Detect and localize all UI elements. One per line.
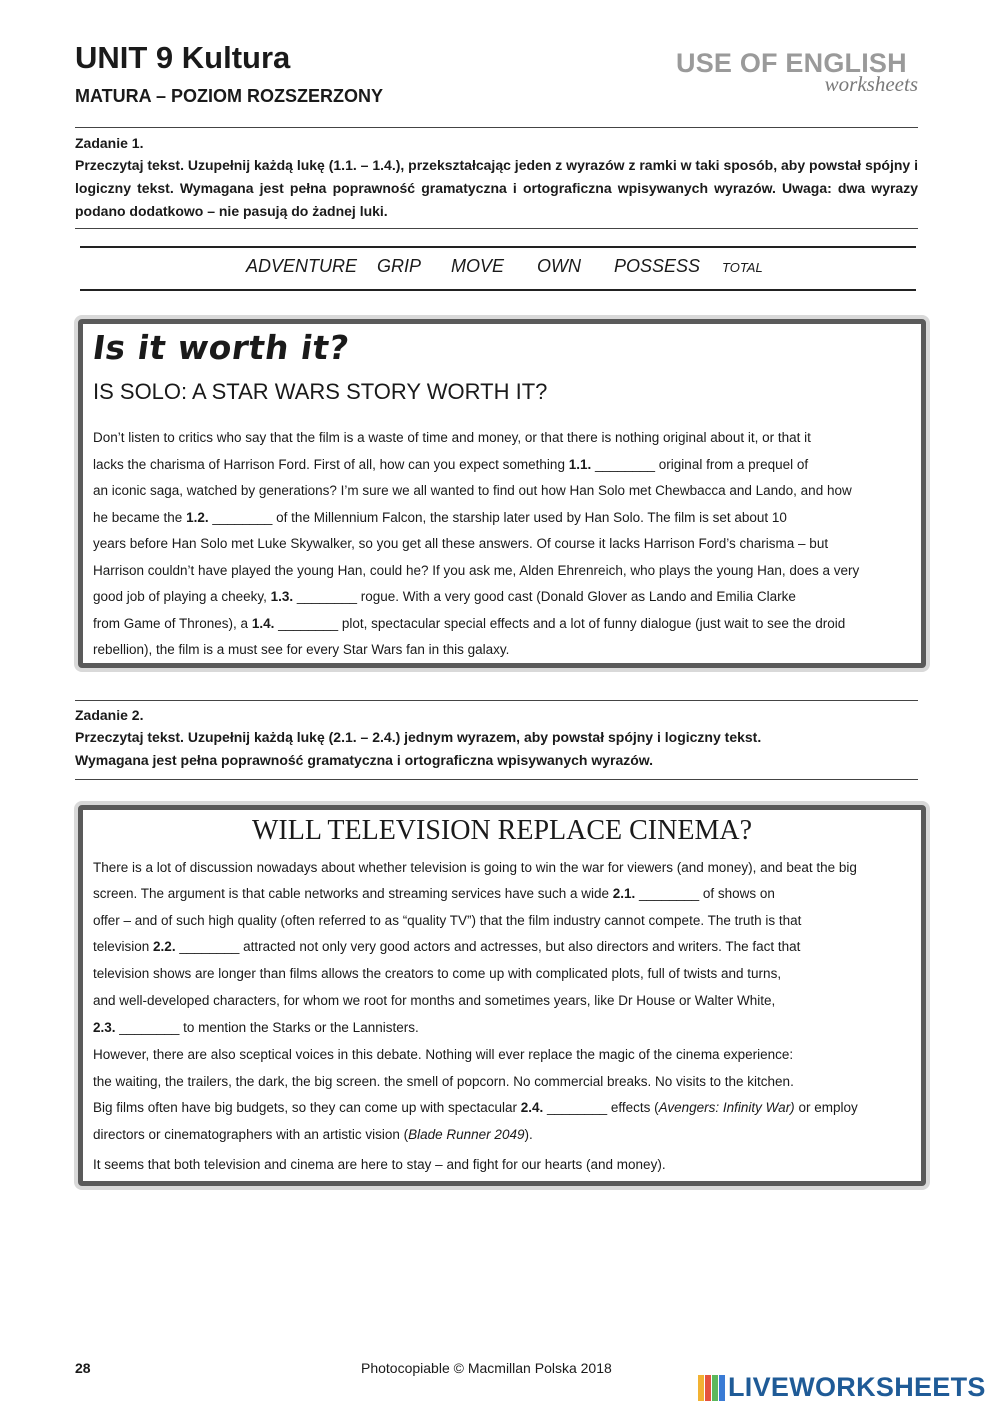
passage-line [93, 589, 796, 604]
passage-text: lacks the charisma of Harrison Ford. First of all, how can you expect something [93, 456, 569, 472]
passage-text: ________ plot, spectacular special effects and a lot of funny dialogue (just wait to see the droid [274, 615, 846, 631]
passage-line [93, 536, 828, 551]
text-box-2 [78, 805, 926, 1186]
gap-number: 1.2. [186, 509, 209, 525]
passage-line [93, 1047, 793, 1062]
passage-line [93, 966, 781, 981]
passage-line [93, 430, 811, 445]
passage-line [93, 1157, 666, 1172]
passage-text: years before Han Solo met Luke Skywalker, so you get all these answers. Of course it lacks Harrison Ford’s charisma – but [93, 536, 829, 551]
wordbank-top-rule [80, 246, 916, 248]
passage-text: television [93, 939, 154, 954]
passage-line [93, 1127, 533, 1142]
wordbank-word: TOTAL [722, 260, 763, 275]
brand-logo [676, 48, 918, 98]
passage-text: from Game of Thrones), a [93, 615, 252, 631]
divider [75, 127, 918, 128]
passage-text: ________ to mention the Starks or the Lannisters. [115, 1020, 419, 1035]
wordbank-word: MOVE [451, 256, 505, 276]
gap-number: 2.3. [93, 1020, 116, 1035]
wordbank-word: OWN [537, 256, 581, 276]
box2-title: WILL TELEVISION REPLACE CINEMA? [251, 815, 753, 846]
passage-line [93, 1020, 419, 1035]
passage-text: It seems that both television and cinema are here to stay – and fight for our hearts (and money). [93, 1157, 666, 1172]
liveworksheets-logo[interactable] [698, 1372, 996, 1404]
copyright-text: Photocopiable © Macmillan Polska 2018 [361, 1360, 612, 1376]
task1-instructions: Przeczytaj tekst. Uzupełnij każdą lukę (1.1. – 1.4.), przekształcając jeden z wyrazów z ramki w taki sposób, aby powstał spójny i logiczny tekst. Wymagana jest pełna poprawność gramatyczna i ortograficzna wpisywanych wyrazów. Uwaga: dwa wyrazy podano dodatkowo – nie pasują do żadnej luki. [75, 157, 918, 219]
passage-text: ________ rogue. With a very good cast (Donald Glover as Lando and Emilia Clarke [293, 589, 796, 604]
gap-number: 1.3. [270, 589, 294, 604]
brand-sub-text: worksheets [824, 72, 918, 96]
wordbank [80, 256, 916, 278]
passage-text: However, there are also sceptical voices in this debate. Nothing will ever replace the magic of the cinema experience: [93, 1047, 794, 1062]
passage-text: rebellion), the film is a must see for every Star Wars fan in this galaxy. [93, 642, 510, 657]
passage-text: Harrison couldn’t have played the young Han, could he? If you ask me, Alden Ehrenreich, who plays the young Han, does a very [93, 562, 860, 578]
divider [75, 228, 918, 229]
passage-line [93, 886, 775, 901]
passage-text: television shows are longer than films allows the creators to come up with complicated plots, full of twists and turns, [93, 966, 782, 981]
passage-text: and well-developed characters, for whom we root for months and sometimes years, like Dr House or Walter White, [93, 993, 776, 1008]
passage-line [93, 993, 775, 1008]
wordbank-word: POSSESS [614, 256, 701, 276]
passage-line [93, 616, 845, 631]
wordbank-word: GRIP [377, 256, 422, 276]
passage-line [93, 510, 787, 525]
passage-text: the waiting, the trailers, the dark, the big screen. the smell of popcorn. No commercial breaks. No visits to the kitchen. [93, 1074, 794, 1089]
passage-text: Avengers: Infinity War) [658, 1100, 795, 1115]
passage-line [93, 563, 859, 578]
gap-number: 1.4. [251, 615, 275, 631]
passage-text: ________ original from a prequel of [591, 456, 809, 472]
liveworksheets-icon [698, 1375, 724, 1401]
text-box-1 [78, 319, 926, 668]
passage-line [93, 483, 852, 498]
level-subtitle: MATURA – POZIOM ROZSZERZONY [75, 86, 383, 106]
passage-text: offer – and of such high quality (often referred to as “quality TV”) that the film industry cannot compete. The truth is that [93, 913, 802, 928]
passage-text: good job of playing a cheeky, [93, 589, 271, 604]
passage-text: Don’t listen to critics who say that the film is a waste of time and money, or that there is nothing original about it, or that it [93, 430, 811, 445]
passage-line [93, 913, 801, 928]
passage-text: ________ of the Millennium Falcon, the starship later used by Han Solo. The film is set about 10 [208, 509, 787, 525]
task2-instructions-line1: Przeczytaj tekst. Uzupełnij każdą lukę (2.1. – 2.4.) jednym wyrazem, aby powstał spójny i logiczny tekst. [75, 729, 762, 745]
passage-text: screen. The argument is that cable networks and streaming services have such a wide [93, 886, 613, 901]
passage-text: ________ effects ( [543, 1100, 659, 1115]
box1-subtitle: IS SOLO: A STAR WARS STORY WORTH IT? [93, 379, 548, 404]
passage-text: Blade Runner 2049 [408, 1127, 525, 1142]
gap-number: 2.2. [153, 939, 176, 954]
passage-line [93, 860, 857, 875]
task2-instructions-line2: Wymagana jest pełna poprawność gramatyczna i ortograficzna wpisywanych wyrazów. [75, 752, 654, 768]
box1-title: Is it worth it? [90, 328, 352, 367]
passage-text: There is a lot of discussion nowadays about whether television is going to win the war for viewers (and money), and beat the big [93, 860, 857, 875]
passage-text: ). [524, 1127, 533, 1142]
passage-text: Big films often have big budgets, so they can come up with spectacular [93, 1100, 521, 1115]
gap-number: 2.4. [520, 1100, 544, 1115]
wordbank-bottom-rule [80, 289, 916, 291]
gap-number: 2.1. [612, 886, 636, 901]
passage-line [93, 1100, 858, 1115]
passage-line [93, 939, 800, 954]
unit-title: UNIT 9 Kultura [75, 40, 291, 75]
wordbank-word: ADVENTURE [246, 256, 358, 276]
passage-text: directors or cinematographers with an artistic vision ( [93, 1127, 409, 1142]
passage-line [93, 457, 808, 472]
passage-line [93, 1074, 794, 1089]
liveworksheets-text: LIVEWORKSHEETS [728, 1372, 986, 1402]
passage-text: an iconic saga, watched by generations? I’m sure we all wanted to find out how Han Solo met Chewbacca and Lando, and how [93, 483, 852, 498]
task2-label: Zadanie 2. [75, 707, 144, 723]
passage-text: or employ [794, 1100, 858, 1115]
task1-label: Zadanie 1. [75, 135, 144, 151]
passage-text: he became the [93, 509, 187, 525]
passage-text: ________ of shows on [635, 886, 775, 901]
passage-line [93, 642, 509, 657]
page-number: 28 [75, 1360, 91, 1376]
brand-main-text: USE OF ENGLISH [676, 48, 907, 78]
divider [75, 779, 918, 780]
gap-number: 1.1. [568, 456, 592, 472]
passage-text: ________ attracted not only very good actors and actresses, but also directors and writers. The fact that [175, 939, 801, 954]
divider [75, 700, 918, 701]
